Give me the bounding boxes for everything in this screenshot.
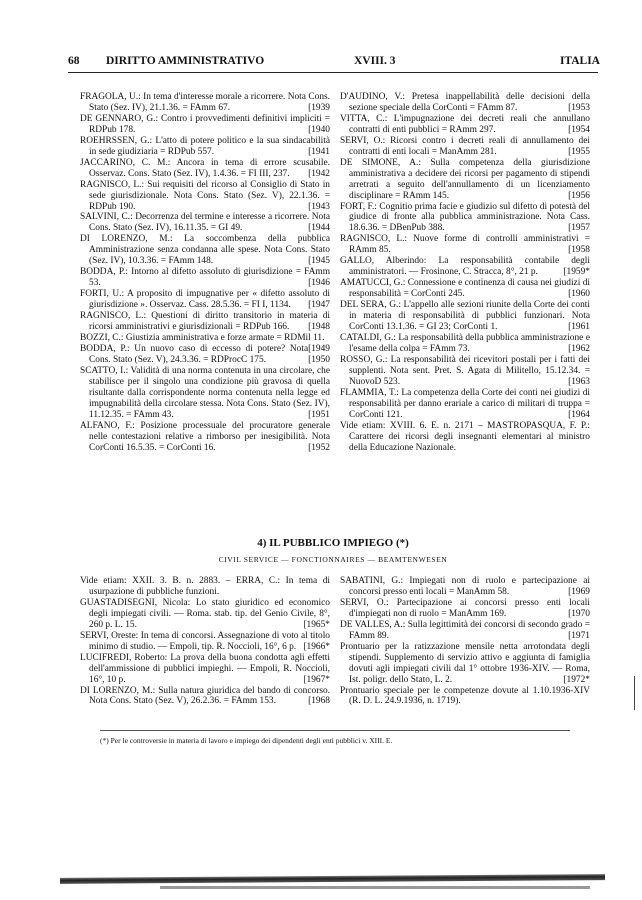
bibliography-entry — [340, 620, 590, 642]
entry-text: FORT, F.: Cognitio prima facie e giudizio sul difetto di potestà del giudice di fronte alla pubblica amministrazione. Nota Cass. 18.6.36. = DBenPub 388. — [340, 201, 590, 234]
running-title: DIRITTO AMMINISTRATIVO — [106, 55, 265, 67]
bibliography-entry — [80, 114, 330, 136]
entry-number: [1953 — [568, 102, 590, 113]
entry-text: SCATTO, I.: Validità di una norma contenuta in una circolare, che stabilisce per il singolo una condizione più gravosa di quella risultante dalla corrispondente norma contenuta nella legge ed impugnabilità della circolare stessa. Nota Cons. Stato (Sez. IV), 11.12.35. = FAmm 43. — [80, 365, 330, 420]
bibliography-entry — [340, 136, 590, 158]
entry-text: DE SIMONE, A.: Sulla competenza della giurisdizione amministrativa a decidere dei ricorsi per pagamento di stipendi arretrati a seguito dell'annullamento di un licenziamento disciplinare = RAmm 145. — [340, 157, 590, 201]
entry-number: [1959* — [563, 267, 590, 278]
entry-number: [1963 — [568, 376, 590, 387]
header-rule — [68, 72, 598, 73]
entry-text: DE VALLES, A.: Sulla legittimità dei concorsi di secondo grado = FAmm 89. — [340, 619, 590, 641]
entry-text: BODDA, P.: Intorno al difetto assoluto di giurisdizione = FAmm 53. — [80, 267, 330, 289]
entry-text: RAGNISCO, L.: Nuove forme di controlli amministrativi = RAmm 85. — [340, 234, 590, 256]
entry-number: [1969 — [568, 586, 590, 597]
entry-number: [1967* — [303, 674, 330, 685]
bibliography-entry — [80, 631, 330, 653]
section-right-column — [340, 576, 590, 707]
bibliography-entry — [340, 355, 590, 388]
bibliography-entry — [340, 686, 590, 708]
entry-text: SERVI, O.: Partecipazione ai concorsi presso enti locali d'impiegati non di ruolo = ManAmm 169. — [340, 597, 590, 619]
bibliography-entry — [80, 576, 330, 598]
entry-text: RAGNISCO, L.: Sui requisiti del ricorso al Consiglio di Stato in sede giurisdizionale. Nota Cons. Stato (Sez. V), 22.1.36. = RDPub 190. — [80, 179, 330, 212]
bibliography-entry — [340, 598, 590, 620]
entry-text: JACCARINO, C. M.: Ancora in tema di errore scusabile. Osservaz. Cons. Stato (Sez. IV), 1.4.36. = FI III, 237. — [80, 157, 330, 179]
entry-text: ROSSO, G.: La responsabilità dei ricevitori postali per i fatti dei supplenti. Nota sent. Pret. S. Agata di Militello, 15.12.34. = NuovoD 523. — [340, 354, 590, 387]
bibliography-entry — [80, 158, 330, 180]
entry-text: SALVINI, C.: Decorrenza del termine e interesse a ricorrere. Nota Cons. Stato (Sez. IV), 16.11.35. = GI 49. — [80, 212, 330, 234]
entry-text: DI LORENZO, M.: La soccombenza della pubblica Amministrazione senza condanna alle spese. Nota Cons. Stato (Sez. IV), 10.3.36. = FAmm 148. — [80, 234, 330, 267]
entry-number: [1965* — [303, 619, 330, 630]
page-header — [68, 55, 600, 71]
bibliography-entry — [80, 267, 330, 289]
entry-number: [1946 — [308, 278, 330, 289]
entry-number: [1951 — [308, 409, 330, 420]
entry-number: [1956 — [568, 190, 590, 201]
entry-text: ALFANO, F.: Posizione processuale del procuratore generale nelle contestazioni relative a rimborso per inesigibilità. Nota CorConti 16.5.35. = CorConti 16. — [80, 420, 330, 453]
bibliography-entry — [80, 598, 330, 631]
scan-edge — [60, 874, 605, 884]
bibliography-entry — [340, 576, 590, 598]
entry-number: [1945 — [308, 256, 330, 267]
bibliography-entry — [340, 300, 590, 333]
bibliography-entry — [340, 202, 590, 235]
left-column — [80, 92, 330, 453]
bibliography-entry — [340, 333, 590, 355]
entry-text: VITTA, C.: L'impugnazione dei decreti reali che annullano contratti di enti pubblici = RAmm 297. — [340, 113, 590, 135]
bibliography-entry — [80, 234, 330, 267]
entry-number: [1942 — [308, 168, 330, 179]
entry-text: DI LORENZO, M.: Sulla natura giuridica del bando di concorso. Nota Cons. Stato (Sez. V), 26.2.36. = FAmm 153. — [80, 685, 330, 707]
entry-text: Prontuario per la ratizzazione mensile netta arrotondata degli stipendi. Supplemento di servizio attivo e aggiunta di famiglia dovuti agli impiegati civili dal 1° ottobre 1936-XIV. — Roma, Ist. poligr. dello Stato, L. 2. — [340, 641, 590, 685]
bibliography-entry — [80, 686, 330, 708]
entry-text: Prontuario speciale per le competenze dovute al 1.10.1936-XIV (R. D. L. 24.9.1936, n. 1719). — [340, 685, 590, 707]
bibliography-entry — [340, 234, 590, 256]
section-subtitle: CIVIL SERVICE — FONCTIONNAIRES — BEAMTENWESEN — [218, 555, 448, 564]
entry-text: SERVI, O.: Ricorsi contro i decreti reali di annullamento dei contratti di enti locali = ManAmm 281. — [340, 135, 590, 157]
entry-number: [1940 — [308, 124, 330, 135]
entry-number: [1972* — [563, 674, 590, 685]
entry-text: Vide etiam: XVIII. 6. E. n. 2171 – MASTROPASQUA, F. P.: Carattere dei ricorsi degli insegnanti elementari al ministro della Educazione Nazionale. — [340, 420, 590, 453]
entry-number: [1947 — [308, 300, 330, 311]
entry-text: GALLO, Alberindo: La responsabilità contabile degli amministratori. — Frosinone, C. Stracca, 8°, 21 p. — [340, 256, 590, 278]
bibliography-entry — [80, 421, 330, 454]
bibliography-entry — [80, 180, 330, 213]
entry-number: [1970 — [568, 608, 590, 619]
bibliography-entry — [340, 278, 590, 300]
entry-number: [1939 — [308, 102, 330, 113]
footnote: (*) Per le controversie in materia di lavoro e impiego dei dipendenti degli enti pubblici v. XIII. E. — [100, 736, 393, 745]
entry-text: GUASTADISEGNI, Nicola: Lo stato giuridico ed economico degli impiegati civili. — Roma. stab. tip. del Genio Civile, 8°, 260 p. L. 15. — [80, 597, 330, 630]
bibliography-entry — [80, 289, 330, 311]
entry-number: [1954 — [568, 124, 590, 135]
bibliography-entry — [80, 653, 330, 686]
entry-number: [1948 — [308, 322, 330, 333]
bibliography-entry — [80, 311, 330, 333]
entry-number: [1944 — [308, 223, 330, 234]
entry-number: [1949 — [308, 343, 330, 354]
entry-number: [1971 — [568, 630, 590, 641]
entry-number: [1961 — [568, 322, 590, 333]
entry-text: AMATUCCI, G.: Connessione e continenza di causa nei giudizi di responsabilità = CorConti 245. — [340, 278, 590, 300]
entry-number: [1952 — [308, 442, 330, 453]
scan-edge-shadow — [160, 886, 590, 889]
entry-text: LUCIFREDI, Roberto: La prova della buona condotta agli effetti dell'ammissione di pubblici impieghi. — Empoli, R. Noccioli, 16°, 10 p. — [80, 652, 330, 685]
entry-number: [1941 — [308, 146, 330, 157]
entry-text: ROEHRSSEN, G.: L'atto di potere politico e la sua sindacabilità in sede giudiziaria = RDPub 557. — [80, 135, 330, 157]
bibliography-entry — [340, 256, 590, 278]
entry-text: FORTI, U.: A proposito di impugnative per « difetto assoluto di giurisdizione ». Osservaz. Cass. 28.5.36. = FI I, 1134. — [80, 289, 330, 311]
entry-number: [1968 — [308, 696, 330, 707]
entry-text: FLAMMIA, T.: La competenza della Corte dei conti nei giudizi di responsabilità per danno erariale a carico di militari di truppa = CorConti 121. — [340, 387, 590, 420]
entry-number: [1943 — [308, 201, 330, 212]
entry-number: [1964 — [568, 409, 590, 420]
entry-text: SABATINI, G.: Impiegati non di ruolo e partecipazione ai concorsi presso enti locali = ManAmm 58. — [340, 576, 590, 597]
margin-mark — [634, 676, 638, 710]
page-number: 68 — [68, 55, 80, 67]
bibliography-entry — [340, 92, 590, 114]
bibliography-entry — [80, 366, 330, 421]
bibliography-entry — [340, 388, 590, 421]
country-label: ITALIA — [559, 55, 600, 67]
entry-text: BOZZI, C.: Giustizia amministrativa e forze armate = RDMil 11. — [80, 332, 325, 343]
entry-number: [1966* — [303, 641, 330, 652]
section-title: 4) IL PUBBLICO IMPIEGO (*) — [257, 537, 409, 549]
bibliography-entry — [340, 421, 590, 454]
entry-number: [1950 — [308, 354, 330, 365]
entry-number: [1957 — [568, 223, 590, 234]
entry-number: [1955 — [568, 146, 590, 157]
section-left-column — [80, 576, 330, 707]
bibliography-entry — [340, 158, 590, 202]
footnote-rule — [100, 730, 570, 731]
entry-text: CATALDI, G.: La responsabilità della pubblica amministrazione e l'esame della colpa = FAmm 73. — [340, 332, 590, 354]
bibliography-entry — [80, 344, 330, 366]
entry-text: DEL SERA, G.: L'appello alle sezioni riunite della Corte dei conti in materia di responsabilità di pubblici funzionari. Nota CorConti 13.1.36. = GI 23; CorConti 1. — [340, 300, 590, 333]
entry-text: FRAGOLA, U.: In tema d'interesse morale a ricorrere. Nota Cons. Stato (Sez. IV), 21.1.36. = FAmm 67. — [80, 92, 330, 113]
bibliography-entry — [340, 114, 590, 136]
entry-number: [1962 — [568, 343, 590, 354]
bibliography-entry — [80, 136, 330, 158]
entry-text: SERVI, Oreste: In tema di concorsi. Assegnazione di voto al titolo minimo di studio. — Empoli, tip. R. Noccioli, 16°, 6 p. — [80, 630, 330, 652]
entry-number: [1958 — [568, 245, 590, 256]
right-column — [340, 92, 590, 453]
entry-text: BODDA, P.: Un nuovo caso di eccesso di potere? Nota Cons. Stato (Sez. V), 24.3.36. = RDProcC 175. — [80, 343, 309, 365]
entry-text: Vide etiam: XXII. 3. B. n. 2883. – ERRA, C.: In tema di usurpazione di pubbliche funzioni. — [80, 576, 330, 597]
entry-text: RAGNISCO, L.: Questioni di diritto transitorio in materia di ricorsi amministrativi e giurisdizionali = RDPub 166. — [80, 311, 330, 333]
entry-text: D'AUDINO, V.: Pretesa inappellabilità delle decisioni della sezione speciale della CorConti = FAmm 87. — [340, 92, 590, 113]
bibliography-entry — [80, 92, 330, 114]
entry-text: DE GENNARO, G.: Contro i provvedimenti definitivi impliciti = RDPub 178. — [80, 113, 330, 135]
section-number: XVIII. 3 — [354, 55, 396, 67]
entry-number: [1960 — [568, 289, 590, 300]
bibliography-entry — [80, 212, 330, 234]
bibliography-entry — [340, 642, 590, 686]
